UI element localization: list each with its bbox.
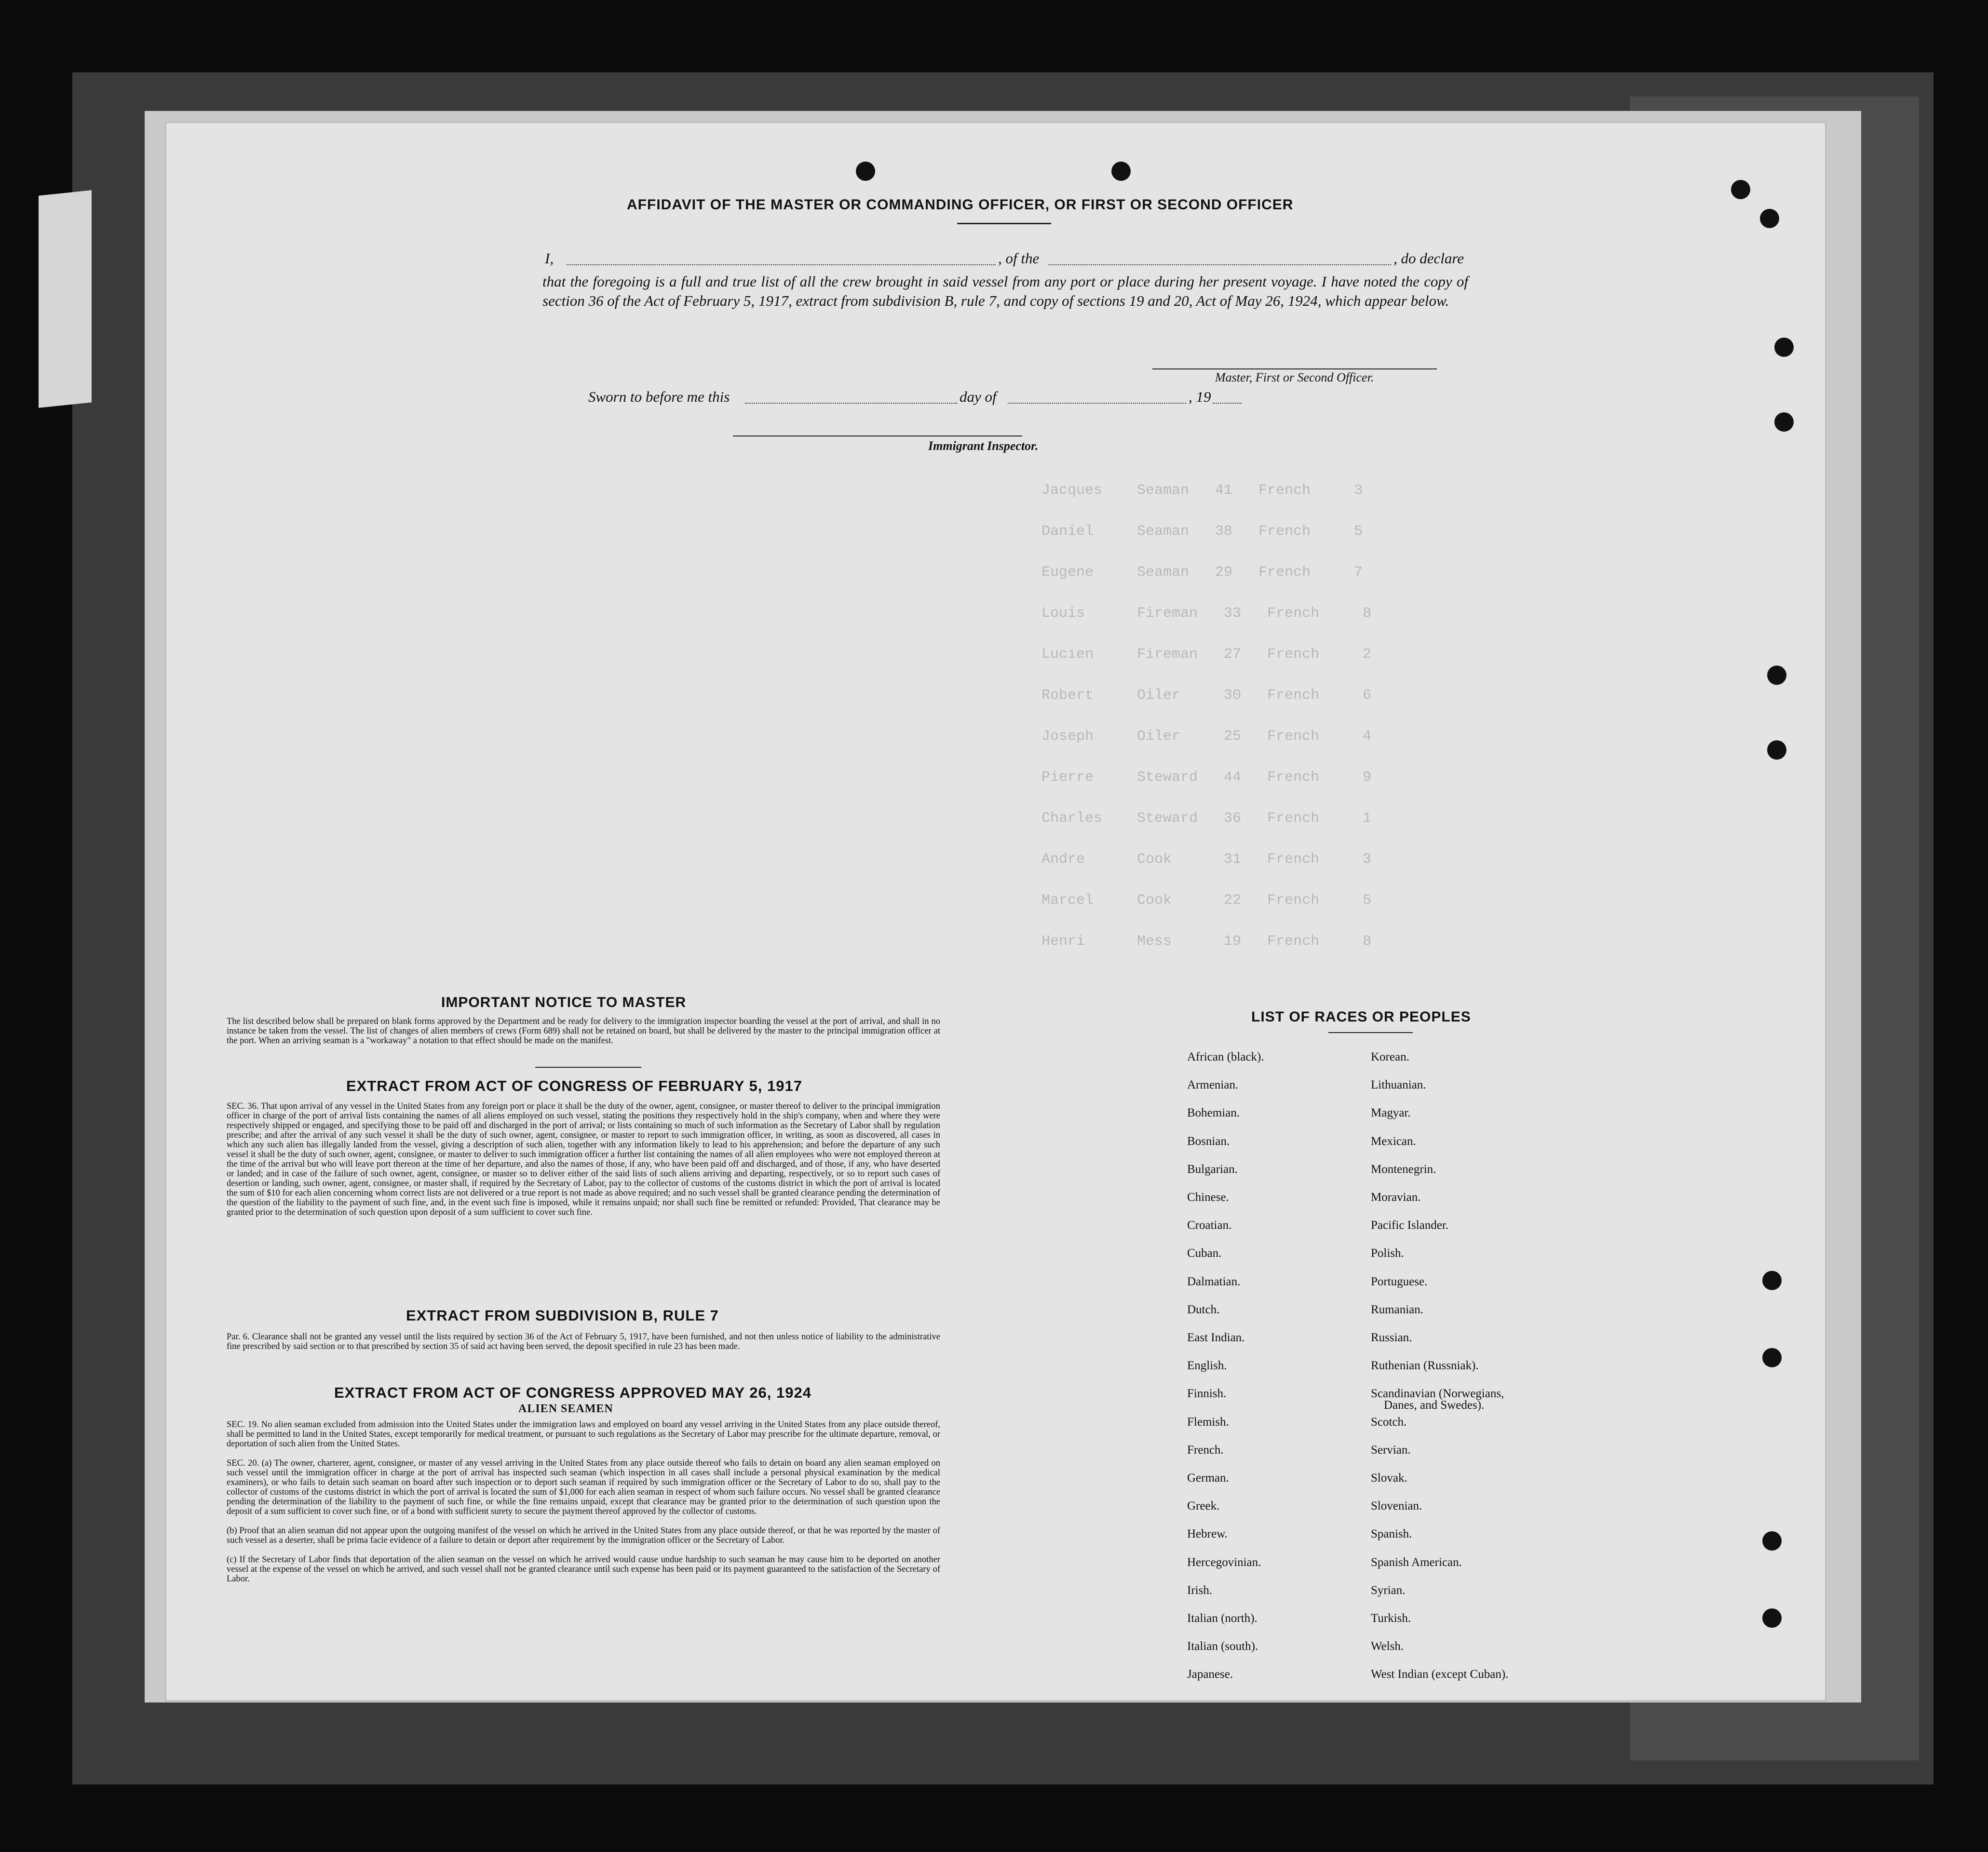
punch-hole	[1731, 180, 1750, 199]
race-item: Danes, and Swedes).	[1384, 1399, 1485, 1412]
race-item: East Indian.	[1187, 1331, 1245, 1344]
races-title: LIST OF RACES OR PEOPLES	[1251, 1009, 1471, 1025]
race-item: Portuguese.	[1371, 1275, 1428, 1288]
year-label: , 19	[1189, 388, 1211, 405]
race-item: Polish.	[1371, 1247, 1404, 1260]
punch-hole	[1767, 740, 1786, 760]
extract-1917-text: SEC. 36. That upon arrival of any vessel in the United States from any foreign port or place it shall be the duty of the owner, agent, consignee, or master thereof to deliver to the principal immigration officer in charge of the port of arrival lists containing the names of all aliens employed on such vessel, stating the positions they respectively hold in the ship's company, when and where they were respectively shipped or engaged, and specifying those to be paid off and discharged in the port of arrival; or lists containing so much of such information as the Secretary of Labor shall by regulation prescribe; and after the arrival of any such vessel it shall be the duty of such owner, agent, consignee, or master to report to such immigration officer, in writing, as soon as discovered, all cases in which any such alien has illegally landed from the vessel, giving a description of such alien, together with any information likely to lead to his apprehension; and before the departure of any such vessel it shall be the duty of such owner, agent, consignee, or master to deliver to such immigration officer a further list containing the names of all alien employees who were not employed thereon at the time of the arrival but who will leave port thereon at the time of her departure, and also the names of those, if any, who have been paid off and discharged, and of those, if any, who have deserted or landed; and in case of the failure of such owner, agent, consignee, or master so to deliver either of the said lists of such aliens arriving and departing, respectively, or so to report such cases of desertion or landing, such owner, agent, consignee, or master shall, if required by the Secretary of Labor, pay to the collector of customs of the customs district in which the port of arrival is located the sum of $10 for each alien concerning whom correct lists are not delivered or a true report is not made as above required; and no such vessel shall be granted clearance pending the determination of the question of the liability to the payment of such fine, and, in the event such fine is imposed, while it remains unpaid; nor shall such fine be remitted or refunded: Provided, That clearance may be granted prior to the determination of such question upon deposit of a sum sufficient to cover such fine.	[227, 1102, 940, 1217]
bleed-through: Daniel Seaman 38 French 5	[1041, 523, 1363, 540]
race-item: Italian (south).	[1187, 1640, 1258, 1653]
extract-1924-sec19: SEC. 19. No alien seaman excluded from admission into the United States under the immigration laws and employed on board any vessel arriving in the United States from any place outside thereof, shall be permitted to land in the United States, except temporarily for medical treatment, or pursuant to such regulations as the Secretary of Labor may prescribe for the ultimate departure, removal, or deportation of such alien from the United States.	[227, 1420, 940, 1449]
race-item: Croatian.	[1187, 1219, 1232, 1232]
sworn-day-field[interactable]	[745, 403, 957, 404]
bleed-through: Lucien Fireman 27 French 2	[1041, 646, 1372, 663]
races-title-rule	[1328, 1032, 1413, 1033]
race-item: Hercegovinian.	[1187, 1555, 1261, 1569]
extract-rule7-text: Par. 6. Clearance shall not be granted any vessel until the lists required by section 36 of the Act of February 5, 1917, have been furnished, and not then unless notice of liability to the administrative fine prescribed by said section or to that prescribed by section 35 of said act having been served, the deposit specified in rule 23 has been made.	[227, 1332, 940, 1351]
punch-hole	[856, 162, 875, 181]
extract-1924-subtitle: ALIEN SEAMEN	[518, 1403, 613, 1415]
declarant-name-field[interactable]	[567, 264, 996, 265]
race-item: Bulgarian.	[1187, 1162, 1238, 1176]
bleed-through: Pierre Steward 44 French 9	[1041, 769, 1372, 786]
race-item: Hebrew.	[1187, 1527, 1228, 1541]
race-item: Moravian.	[1371, 1191, 1421, 1204]
extract-1917-title: EXTRACT FROM ACT OF CONGRESS OF FEBRUARY 5, 1917	[346, 1077, 802, 1094]
race-item: Montenegrin.	[1371, 1162, 1436, 1176]
race-item: Turkish.	[1371, 1612, 1411, 1625]
race-item: African (black).	[1187, 1050, 1264, 1063]
race-item: French.	[1187, 1443, 1224, 1457]
race-item: Korean.	[1371, 1050, 1409, 1063]
race-item: Italian (north).	[1187, 1612, 1258, 1625]
signature-line[interactable]	[1152, 368, 1437, 369]
race-item: Bosnian.	[1187, 1134, 1230, 1148]
extract-1924-sec20b: (b) Proof that an alien seaman did not appear upon the outgoing manifest of the vessel on which he arrived in the United States from any place outside thereof, or that he was reported by the master of such vessel as a deserter, shall be prima facie evidence of a failure to detain or deport after requirement by the immigration officer or the Secretary of Labor.	[227, 1526, 940, 1545]
extract-1924-title: EXTRACT FROM ACT OF CONGRESS APPROVED MAY 26, 1924	[334, 1384, 811, 1401]
race-item: Finnish.	[1187, 1387, 1227, 1401]
race-item: Flemish.	[1187, 1415, 1229, 1429]
race-item: Spanish American.	[1371, 1555, 1462, 1569]
extract-rule7-title: EXTRACT FROM SUBDIVISION B, RULE 7	[406, 1307, 719, 1324]
race-item: English.	[1187, 1359, 1227, 1373]
bleed-through: Henri Mess 19 French 8	[1041, 933, 1372, 950]
punch-hole	[1760, 209, 1779, 228]
race-item: Lithuanian.	[1371, 1078, 1426, 1092]
punch-hole	[1111, 162, 1131, 181]
race-item: Pacific Islander.	[1371, 1219, 1449, 1232]
bleed-through: Charles Steward 36 French 1	[1041, 810, 1372, 827]
affidavit-title: AFFIDAVIT OF THE MASTER OR COMMANDING OFFICER, OR FIRST OR SECOND OFFICER	[627, 197, 1294, 213]
race-item: Chinese.	[1187, 1191, 1229, 1204]
declarant-label: I,	[545, 250, 554, 267]
race-item: West Indian (except Cuban).	[1371, 1668, 1509, 1681]
day-of-label: day of	[960, 388, 997, 405]
sworn-label: Sworn to before me this	[588, 388, 730, 405]
punch-hole	[1774, 338, 1794, 357]
sworn-month-field[interactable]	[1008, 403, 1186, 404]
punch-hole	[1762, 1531, 1782, 1551]
race-item: Russian.	[1371, 1331, 1412, 1344]
race-item: Bohemian.	[1187, 1106, 1240, 1120]
race-item: Scandinavian (Norwegians,	[1371, 1387, 1504, 1401]
vessel-label: , of the	[998, 250, 1040, 267]
affidavit-statement: that the foregoing is a full and true list of all the crew brought in said vessel from any port or place during her present voyage. I have noted the copy of section 36 of the Act of February 5, 1917, extract from subdivision B, rule 7, and copy of sections 19 and 20, Act of May 26, 1924, which appear below.	[542, 273, 1468, 309]
inspector-label: Immigrant Inspector.	[928, 439, 1039, 453]
race-item: Magyar.	[1371, 1106, 1411, 1120]
race-item: Slovenian.	[1371, 1499, 1422, 1513]
race-item: German.	[1187, 1471, 1229, 1484]
bleed-through: Andre Cook 31 French 3	[1041, 851, 1372, 868]
bleed-through: Robert Oiler 30 French 6	[1041, 687, 1372, 704]
title-underline	[957, 223, 1051, 224]
bleed-through: Jacques Seaman 41 French 3	[1041, 482, 1363, 499]
notice-rule	[535, 1067, 641, 1068]
race-item: Spanish.	[1371, 1527, 1412, 1541]
signature-label: Master, First or Second Officer.	[1215, 370, 1374, 384]
race-item: Dutch.	[1187, 1303, 1220, 1316]
bleed-through: Eugene Seaman 29 French 7	[1041, 564, 1363, 581]
declare-label: , do declare	[1393, 250, 1464, 267]
sworn-year-field[interactable]	[1213, 403, 1242, 404]
race-item: Mexican.	[1371, 1134, 1416, 1148]
race-item: Scotch.	[1371, 1415, 1407, 1429]
vessel-name-field[interactable]	[1049, 264, 1391, 265]
race-item: Welsh.	[1371, 1640, 1404, 1653]
race-item: Slovak.	[1371, 1471, 1407, 1484]
notice-text: The list described below shall be prepared on blank forms approved by the Department and be ready for delivery to the immigration inspector boarding the vessel at the port of arrival, and shall in no instance be taken from the vessel. The list of changes of alien members of crews (Form 689) shall not be retained on board, but shall be delivered by the master to the principal immigration officer at the port. When an arriving seaman is a "workaway" a notation to that effect should be made on the manifest.	[227, 1017, 940, 1046]
punch-hole	[1762, 1271, 1782, 1290]
punch-hole	[1767, 666, 1786, 685]
race-item: Servian.	[1371, 1443, 1411, 1457]
extract-1924-sec20c: (c) If the Secretary of Labor finds that deportation of the alien seaman on the vessel on which he arrived would cause undue hardship to such seaman he may cause him to be deported on another vessel at the expense of the vessel on which he arrived, and such vessel shall not be granted clearance until such expense has been paid or its payment guaranteed to the satisfaction of the Secretary of Labor.	[227, 1555, 940, 1584]
race-item: Armenian.	[1187, 1078, 1239, 1092]
race-item: Syrian.	[1371, 1583, 1406, 1597]
race-item: Japanese.	[1187, 1668, 1233, 1681]
punch-hole	[1774, 412, 1794, 432]
notice-title: IMPORTANT NOTICE TO MASTER	[441, 994, 687, 1010]
punch-hole	[1762, 1348, 1782, 1367]
race-item: Greek.	[1187, 1499, 1220, 1513]
race-item: Ruthenian (Russniak).	[1371, 1359, 1479, 1373]
punch-hole	[1762, 1608, 1782, 1628]
extract-1924-sec20a: SEC. 20. (a) The owner, charterer, agent, consignee, or master of any vessel arriving in the United States from any place outside thereof who fails to detain on board any alien seaman employed on such vessel until the immigration officer in charge at the port of arrival has inspected such seaman (which inspection in all cases shall include a personal physical examination by the medical examiners), or who fails to detain such seaman on board after such inspection or to deport such seaman if required by such immigration officer or the Secretary of Labor to do so, shall pay to the collector of customs of the customs district in which the port of arrival is located the sum of $1,000 for each alien seaman in respect of whom such failure occurs. No vessel shall be granted clearance pending the determination of the liability to the payment of such fine, or while the fine remains unpaid, except that clearance may be granted prior to the determination of such question upon the deposit of a sum sufficient to cover such fine, or of a bond with sufficient surety to secure the payment thereof approved by the collector of customs.	[227, 1458, 940, 1516]
paper-tab	[39, 190, 92, 408]
race-item: Dalmatian.	[1187, 1275, 1241, 1288]
bleed-through: Louis Fireman 33 French 8	[1041, 605, 1372, 622]
race-item: Irish.	[1187, 1583, 1213, 1597]
bleed-through: Marcel Cook 22 French 5	[1041, 892, 1372, 909]
bleed-through: Joseph Oiler 25 French 4	[1041, 728, 1372, 745]
race-item: Rumanian.	[1371, 1303, 1424, 1316]
race-item: Cuban.	[1187, 1247, 1222, 1260]
